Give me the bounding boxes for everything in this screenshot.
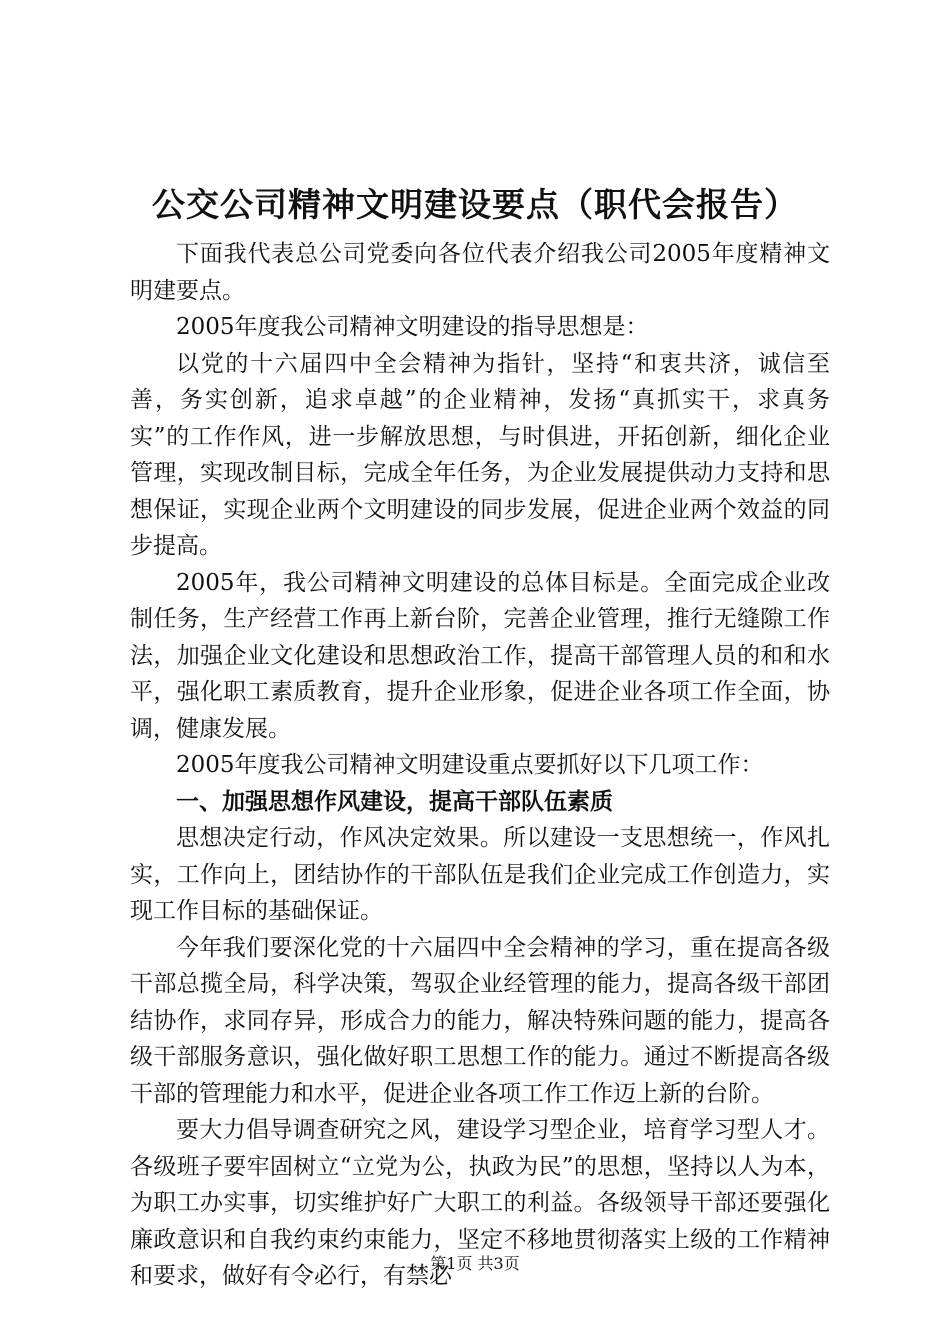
paragraph-research-style: 要大力倡导调查研究之风，建设学习型企业，培育学习型人才。各级班子要牢固树立“立党为公，执政为民”的思想，坚持以人为本，为职工办实事，切实维护好广大职工的利益。各级领导干部还要强化廉政意识和自我约束约束能力，坚定不移地贯彻落实上级的工作精神和要求，做好有令必行，有禁必 — [130, 1117, 830, 1289]
paragraph-key-work-label: 2005年度我公司精神文明建设重点要抓好以下几项工作： — [176, 752, 764, 778]
paragraph-guiding-thought-label: 2005年度我公司精神文明建设的指导思想是： — [176, 314, 649, 340]
section-heading-1: 一、加强思想作风建设，提高干部队伍素质 — [176, 788, 613, 815]
paragraph-intro: 下面我代表总公司党委向各位代表介绍我公司2005年度精神文明建要点。 — [130, 241, 830, 304]
paragraph-thought-decides-action: 思想决定行动，作风决定效果。所以建设一支思想统一，作风扎实，工作向上，团结协作的干部队伍是我们企业完成工作创造力，实现工作目标的基础保证。 — [130, 825, 830, 924]
document-title: 公交公司精神文明建设要点（职代会报告） — [152, 185, 798, 224]
paragraph-guiding-thought: 以党的十六届四中全会精神为指针，坚持“和衷共济，诚信至善，务实创新，追求卓越”的企业精神，发扬“真抓实干，求真务实”的工作作风，进一步解放思想，与时俱进，开拓创新，细化企业管理，实现改制目标，完成全年任务，为企业发展提供动力支持和思想保证，实现企业两个文明建设的同步发展，促进企业两个效益的同步提高。 — [130, 350, 830, 559]
document-body — [130, 236, 830, 1295]
paragraph-deepen-study: 今年我们要深化党的十六届四中全会精神的学习，重在提高各级干部总揽全局，科学决策，驾驭企业经管理的能力，提高各级干部团结协作，求同存异，形成合力的能力，解决特殊问题的能力，提高各级干部服务意识，强化做好职工思想工作的能力。通过不断提高各级干部的管理能力和水平，促进企业各项工作工作迈上新的台阶。 — [130, 934, 830, 1107]
page-footer: 第1页 共3页 — [430, 1254, 520, 1273]
paragraph-overall-goal: 2005年，我公司精神文明建设的总体目标是。全面完成企业改制任务，生产经营工作再上新台阶，完善企业管理，推行无缝隙工作法，加强企业文化建设和思想政治工作，提高干部管理人员的和和水平，强化职工素质教育，提升企业形象，促进企业各项工作全面，协调，健康发展。 — [130, 569, 830, 742]
